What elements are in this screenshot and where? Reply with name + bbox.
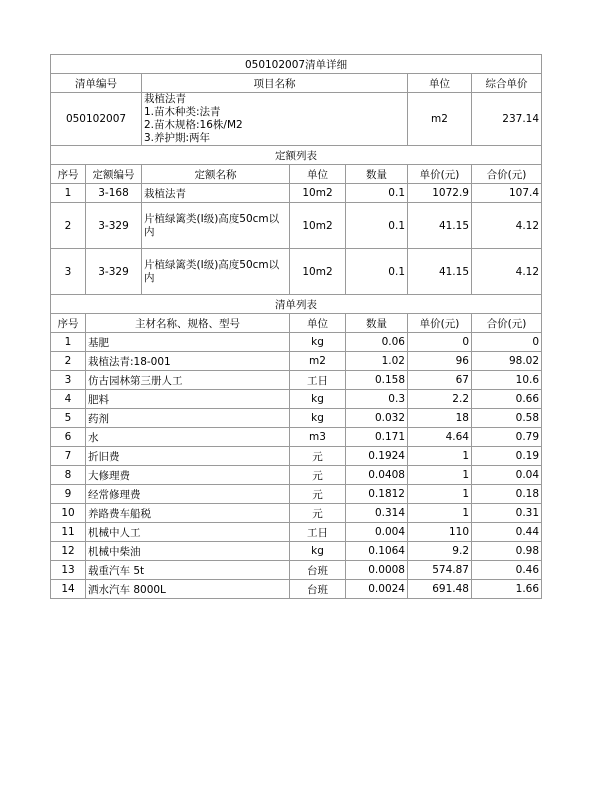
material-no: 11 bbox=[51, 523, 86, 542]
material-unit: 台班 bbox=[290, 580, 346, 599]
quota-col-no: 序号 bbox=[51, 165, 86, 184]
title-row bbox=[51, 55, 542, 74]
quota-header-row bbox=[51, 165, 542, 184]
material-price: 9.2 bbox=[408, 542, 472, 561]
quota-price: 1072.9 bbox=[408, 184, 472, 203]
material-qty: 0.06 bbox=[346, 333, 408, 352]
material-qty: 0.1812 bbox=[346, 485, 408, 504]
quota-unit: 10m2 bbox=[290, 203, 346, 249]
material-total: 0.18 bbox=[472, 485, 542, 504]
quota-price: 41.15 bbox=[408, 249, 472, 295]
material-price: 574.87 bbox=[408, 561, 472, 580]
material-total: 0.79 bbox=[472, 428, 542, 447]
quota-row bbox=[51, 203, 542, 249]
material-price: 1 bbox=[408, 447, 472, 466]
material-total: 0.44 bbox=[472, 523, 542, 542]
quota-no: 3 bbox=[51, 249, 86, 295]
quota-col-name: 定额名称 bbox=[142, 165, 290, 184]
quota-total: 4.12 bbox=[472, 203, 542, 249]
quota-col-code: 定额编号 bbox=[86, 165, 142, 184]
material-row bbox=[51, 466, 542, 485]
quota-code: 3-168 bbox=[86, 184, 142, 203]
item-name-line: 3.养护期:两年 bbox=[144, 132, 211, 144]
material-unit: 工日 bbox=[290, 371, 346, 390]
material-name: 肥料 bbox=[86, 390, 290, 409]
material-name: 栽植法青:18-001 bbox=[86, 352, 290, 371]
quota-col-total: 合价(元) bbox=[472, 165, 542, 184]
material-name: 机械中人工 bbox=[86, 523, 290, 542]
material-row bbox=[51, 333, 542, 352]
material-total: 10.6 bbox=[472, 371, 542, 390]
materials-col-qty: 数量 bbox=[346, 314, 408, 333]
material-price: 4.64 bbox=[408, 428, 472, 447]
material-no: 1 bbox=[51, 333, 86, 352]
material-name: 载重汽车 5t bbox=[86, 561, 290, 580]
material-row bbox=[51, 371, 542, 390]
item-name-line: 1.苗木种类:法青 bbox=[144, 106, 221, 118]
material-name: 折旧费 bbox=[86, 447, 290, 466]
quota-row bbox=[51, 249, 542, 295]
material-qty: 0.314 bbox=[346, 504, 408, 523]
quota-section-row bbox=[51, 146, 542, 165]
quota-name: 片植绿篱类(Ⅰ级)高度50cm以内 bbox=[142, 249, 290, 295]
material-total: 0.66 bbox=[472, 390, 542, 409]
material-unit: kg bbox=[290, 409, 346, 428]
material-unit: 台班 bbox=[290, 561, 346, 580]
material-no: 6 bbox=[51, 428, 86, 447]
table-title: 050102007清单详细 bbox=[51, 55, 542, 74]
material-unit: 元 bbox=[290, 485, 346, 504]
material-price: 96 bbox=[408, 352, 472, 371]
quota-unit: 10m2 bbox=[290, 249, 346, 295]
materials-section-title: 清单列表 bbox=[51, 295, 542, 314]
material-unit: kg bbox=[290, 542, 346, 561]
material-unit: m2 bbox=[290, 352, 346, 371]
material-total: 0.04 bbox=[472, 466, 542, 485]
item-price: 237.14 bbox=[472, 93, 542, 146]
material-name: 机械中柴油 bbox=[86, 542, 290, 561]
material-no: 13 bbox=[51, 561, 86, 580]
material-total: 1.66 bbox=[472, 580, 542, 599]
materials-col-unit: 单位 bbox=[290, 314, 346, 333]
quota-section-title: 定额列表 bbox=[51, 146, 542, 165]
material-row bbox=[51, 447, 542, 466]
material-price: 2.2 bbox=[408, 390, 472, 409]
quota-name: 片植绿篱类(Ⅰ级)高度50cm以内 bbox=[142, 203, 290, 249]
material-total: 0.58 bbox=[472, 409, 542, 428]
material-no: 4 bbox=[51, 390, 86, 409]
material-price: 110 bbox=[408, 523, 472, 542]
material-qty: 0.0408 bbox=[346, 466, 408, 485]
item-name-line: 栽植法青 bbox=[144, 93, 186, 105]
material-qty: 0.1064 bbox=[346, 542, 408, 561]
material-price: 18 bbox=[408, 409, 472, 428]
price-header: 综合单价 bbox=[472, 74, 542, 93]
materials-col-name: 主材名称、规格、型号 bbox=[86, 314, 290, 333]
material-name: 基肥 bbox=[86, 333, 290, 352]
quota-code: 3-329 bbox=[86, 203, 142, 249]
material-row bbox=[51, 561, 542, 580]
quota-total: 107.4 bbox=[472, 184, 542, 203]
material-name: 经常修理费 bbox=[86, 485, 290, 504]
quota-code: 3-329 bbox=[86, 249, 142, 295]
quota-qty: 0.1 bbox=[346, 249, 408, 295]
material-row bbox=[51, 352, 542, 371]
material-name: 洒水汽车 8000L bbox=[86, 580, 290, 599]
material-no: 12 bbox=[51, 542, 86, 561]
material-price: 1 bbox=[408, 466, 472, 485]
unit-header: 单位 bbox=[408, 74, 472, 93]
material-unit: 工日 bbox=[290, 523, 346, 542]
material-name: 大修理费 bbox=[86, 466, 290, 485]
bill-detail-table bbox=[50, 54, 542, 599]
material-qty: 0.171 bbox=[346, 428, 408, 447]
quota-row bbox=[51, 184, 542, 203]
material-qty: 0.032 bbox=[346, 409, 408, 428]
material-qty: 1.02 bbox=[346, 352, 408, 371]
material-qty: 0.158 bbox=[346, 371, 408, 390]
material-total: 98.02 bbox=[472, 352, 542, 371]
quota-price: 41.15 bbox=[408, 203, 472, 249]
material-total: 0 bbox=[472, 333, 542, 352]
item-name-line: 2.苗木规格:16株/M2 bbox=[144, 119, 243, 131]
quota-no: 2 bbox=[51, 203, 86, 249]
material-qty: 0.004 bbox=[346, 523, 408, 542]
material-no: 8 bbox=[51, 466, 86, 485]
item-code: 050102007 bbox=[51, 93, 142, 146]
materials-header-row bbox=[51, 314, 542, 333]
material-price: 1 bbox=[408, 504, 472, 523]
material-total: 0.46 bbox=[472, 561, 542, 580]
quota-qty: 0.1 bbox=[346, 184, 408, 203]
material-no: 9 bbox=[51, 485, 86, 504]
quota-name: 栽植法青 bbox=[142, 184, 290, 203]
material-no: 3 bbox=[51, 371, 86, 390]
name-header: 项目名称 bbox=[142, 74, 408, 93]
quota-col-price: 单价(元) bbox=[408, 165, 472, 184]
material-unit: m3 bbox=[290, 428, 346, 447]
quota-unit: 10m2 bbox=[290, 184, 346, 203]
material-unit: 元 bbox=[290, 504, 346, 523]
material-total: 0.98 bbox=[472, 542, 542, 561]
material-unit: 元 bbox=[290, 447, 346, 466]
material-row bbox=[51, 390, 542, 409]
material-no: 10 bbox=[51, 504, 86, 523]
material-price: 691.48 bbox=[408, 580, 472, 599]
material-name: 养路费车船税 bbox=[86, 504, 290, 523]
materials-col-price: 单价(元) bbox=[408, 314, 472, 333]
item-row bbox=[51, 93, 542, 146]
material-no: 14 bbox=[51, 580, 86, 599]
quota-col-unit: 单位 bbox=[290, 165, 346, 184]
material-unit: 元 bbox=[290, 466, 346, 485]
material-row bbox=[51, 523, 542, 542]
material-row bbox=[51, 485, 542, 504]
materials-col-total: 合价(元) bbox=[472, 314, 542, 333]
materials-section-row bbox=[51, 295, 542, 314]
material-row bbox=[51, 428, 542, 447]
material-price: 0 bbox=[408, 333, 472, 352]
quota-total: 4.12 bbox=[472, 249, 542, 295]
material-row bbox=[51, 542, 542, 561]
material-qty: 0.0024 bbox=[346, 580, 408, 599]
material-no: 7 bbox=[51, 447, 86, 466]
material-unit: kg bbox=[290, 390, 346, 409]
material-no: 2 bbox=[51, 352, 86, 371]
quota-qty: 0.1 bbox=[346, 203, 408, 249]
material-price: 1 bbox=[408, 485, 472, 504]
material-price: 67 bbox=[408, 371, 472, 390]
material-unit: kg bbox=[290, 333, 346, 352]
material-name: 仿古园林第三册人工 bbox=[86, 371, 290, 390]
material-name: 水 bbox=[86, 428, 290, 447]
quota-col-qty: 数量 bbox=[346, 165, 408, 184]
quota-no: 1 bbox=[51, 184, 86, 203]
material-total: 0.19 bbox=[472, 447, 542, 466]
material-no: 5 bbox=[51, 409, 86, 428]
material-name: 药剂 bbox=[86, 409, 290, 428]
material-qty: 0.1924 bbox=[346, 447, 408, 466]
item-unit: m2 bbox=[408, 93, 472, 146]
header-row bbox=[51, 74, 542, 93]
material-row bbox=[51, 409, 542, 428]
item-name bbox=[142, 93, 408, 146]
material-total: 0.31 bbox=[472, 504, 542, 523]
material-qty: 0.3 bbox=[346, 390, 408, 409]
material-row bbox=[51, 580, 542, 599]
material-row bbox=[51, 504, 542, 523]
materials-col-no: 序号 bbox=[51, 314, 86, 333]
code-header: 清单编号 bbox=[51, 74, 142, 93]
material-qty: 0.0008 bbox=[346, 561, 408, 580]
